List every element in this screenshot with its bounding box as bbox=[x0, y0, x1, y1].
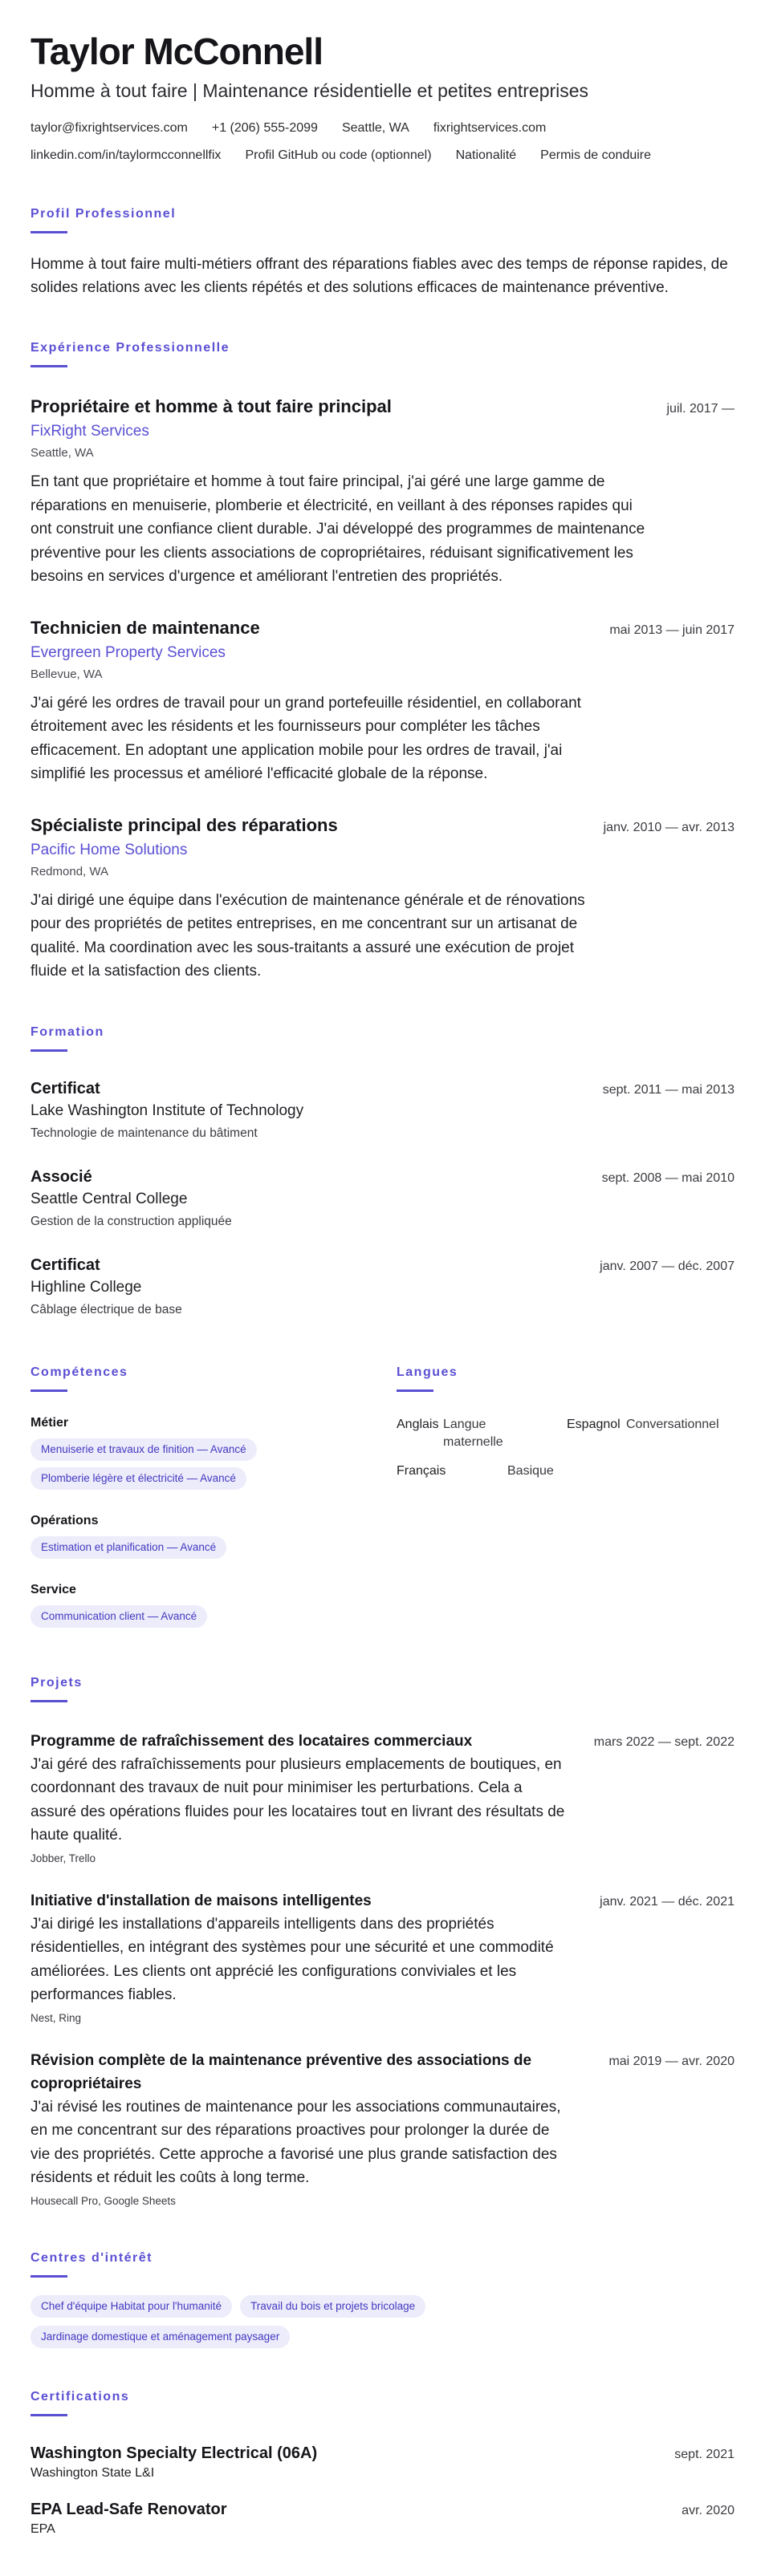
job-entry bbox=[31, 813, 734, 984]
languages-list bbox=[397, 1416, 734, 1480]
section-title-skills: Compétences bbox=[31, 1365, 128, 1379]
contact-phone[interactable]: +1 (206) 555-2099 bbox=[211, 121, 318, 135]
certifications-section bbox=[31, 2388, 734, 2538]
certification-issuer: Washington State L&I bbox=[31, 2465, 155, 2480]
interests-section bbox=[31, 2249, 734, 2348]
job-company: Evergreen Property Services bbox=[31, 643, 226, 661]
contact-website[interactable]: fixrightservices.com bbox=[433, 121, 547, 135]
certification-name: EPA Lead-Safe Renovator bbox=[31, 2500, 227, 2518]
project-entry bbox=[31, 1730, 734, 1867]
project-dates: mai 2019 — avr. 2020 bbox=[608, 2054, 734, 2068]
education-degree: Associé bbox=[31, 1167, 92, 1186]
skill-tag: Plomberie légère et électricité — Avancé bbox=[31, 1467, 246, 1490]
section-divider bbox=[397, 1389, 433, 1392]
skill-tag: Communication client — Avancé bbox=[31, 1605, 207, 1628]
section-divider bbox=[31, 365, 67, 367]
education-degree: Certificat bbox=[31, 1256, 100, 1274]
interest-tags bbox=[31, 2295, 544, 2348]
project-tools: Housecall Pro, Google Sheets bbox=[31, 2194, 176, 2207]
skill-group-name: Opérations bbox=[31, 1513, 99, 1527]
resume-header bbox=[31, 30, 734, 165]
certification-entry bbox=[31, 2498, 734, 2538]
job-description: J'ai géré les ordres de travail pour un grand portefeuille résidentiel, en collaborant étroitement avec les résidents et les fournisseurs pour compléter les tâches efficacement. En adoptant une application mobile pour les ordres de travail, j'ai simplifié les processus et amélioré l'efficacité globale de la réponse. bbox=[31, 694, 581, 782]
education-dates: janv. 2007 — déc. 2007 bbox=[600, 1259, 734, 1273]
job-company: Pacific Home Solutions bbox=[31, 841, 188, 858]
contact-nationality: Nationalité bbox=[455, 148, 517, 162]
certification-issuer: EPA bbox=[31, 2521, 55, 2536]
education-entry bbox=[31, 1254, 734, 1320]
job-company: FixRight Services bbox=[31, 423, 149, 440]
section-title-experience: Expérience Professionnelle bbox=[31, 341, 230, 355]
languages-section bbox=[397, 1364, 734, 1628]
skill-tag: Estimation et planification — Avancé bbox=[31, 1536, 226, 1559]
section-title-summary: Profil Professionnel bbox=[31, 207, 177, 221]
contact-info bbox=[31, 119, 665, 165]
education-school: Highline College bbox=[31, 1278, 142, 1296]
project-tools: Nest, Ring bbox=[31, 2011, 82, 2024]
certification-date: sept. 2021 bbox=[674, 2447, 734, 2461]
interest-tag: Chef d'équipe Habitat pour l'humanité bbox=[31, 2295, 232, 2318]
education-dates: sept. 2011 — mai 2013 bbox=[602, 1082, 734, 1097]
skill-group bbox=[31, 1414, 397, 1490]
education-field: Câblage électrique de base bbox=[31, 1302, 182, 1316]
project-entry bbox=[31, 2049, 734, 2209]
section-title-education: Formation bbox=[31, 1024, 104, 1039]
section-divider bbox=[31, 1049, 67, 1052]
job-title: Technicien de maintenance bbox=[31, 617, 260, 638]
section-divider bbox=[31, 1389, 67, 1392]
job-dates: mai 2013 — juin 2017 bbox=[609, 623, 734, 637]
contact-linkedin[interactable]: linkedin.com/in/taylormcconnellfix bbox=[31, 148, 222, 162]
job-description: En tant que propriétaire et homme à tout faire principal, j'ai géré une large gamme de réparations en menuiserie, plomberie et électricité, en veillant à des réponses rapides qui ont construit une confiance client durable. J'ai développé des programmes de maintenance préventive pour les clients associations de copropriétaires, réduisant significativement les besoins en services d'urgence et améliorant l'entretien des propriétés. bbox=[31, 473, 645, 585]
section-divider bbox=[31, 2275, 67, 2278]
language-level: Basique bbox=[507, 1463, 554, 1478]
skill-tag: Menuiserie et travaux de finition — Avancé bbox=[31, 1438, 257, 1461]
summary-section bbox=[31, 205, 734, 299]
certification-date: avr. 2020 bbox=[682, 2503, 734, 2517]
project-description: J'ai géré des rafraîchissements pour plusieurs emplacements de boutiques, en coordonnant des travaux de nuit pour minimiser les perturbations. Cela a assuré des opérations fluides pour les locataires tout en livrant des résultats de haute qualité. bbox=[31, 1755, 565, 1844]
language-level: Conversationnel bbox=[626, 1417, 719, 1431]
job-dates: juil. 2017 — bbox=[666, 402, 734, 416]
experience-section bbox=[31, 339, 734, 984]
contact-location: Seattle, WA bbox=[341, 121, 409, 135]
certification-name: Washington Specialty Electrical (06A) bbox=[31, 2444, 318, 2462]
projects-section bbox=[31, 1674, 734, 2209]
skill-group-name: Métier bbox=[31, 1415, 69, 1430]
skills-section bbox=[31, 1364, 397, 1628]
interest-tag: Travail du bois et projets bricolage bbox=[240, 2295, 425, 2318]
skill-group-name: Service bbox=[31, 1582, 76, 1596]
project-dates: mars 2022 — sept. 2022 bbox=[593, 1734, 734, 1749]
language-name: Espagnol bbox=[567, 1417, 621, 1431]
section-divider bbox=[31, 1700, 67, 1702]
language-name: Anglais bbox=[397, 1417, 439, 1431]
job-entry bbox=[31, 616, 734, 786]
job-entry bbox=[31, 395, 734, 589]
language-name: Français bbox=[397, 1463, 446, 1478]
project-entry bbox=[31, 1889, 734, 2026]
candidate-name: Taylor McConnell bbox=[31, 30, 323, 72]
job-title: Propriétaire et homme à tout faire principal bbox=[31, 396, 392, 416]
section-title-languages: Langues bbox=[397, 1365, 458, 1379]
education-degree: Certificat bbox=[31, 1079, 100, 1097]
project-name: Initiative d'installation de maisons intelligentes bbox=[31, 1892, 372, 1909]
project-tools: Jobber, Trello bbox=[31, 1852, 96, 1864]
education-field: Technologie de maintenance du bâtiment bbox=[31, 1126, 258, 1140]
skill-group bbox=[31, 1581, 397, 1628]
certification-entry bbox=[31, 2442, 734, 2482]
summary-text: Homme à tout faire multi-métiers offrant des réparations fiables avec des temps de réponse rapides, de solides relations avec les clients répétés et des solutions efficaces de maintenance préventive. bbox=[31, 256, 728, 296]
skills-languages-row bbox=[31, 1364, 734, 1628]
job-location: Redmond, WA bbox=[31, 864, 108, 878]
project-description: J'ai dirigé les installations d'appareils intelligents dans des propriétés résidentielles, en intégrant des systèmes pour une sécurité et une commodité améliorées. Les clients ont apprécié les configurations conviviales et les performances fiables. bbox=[31, 1915, 554, 2003]
section-divider bbox=[31, 231, 67, 233]
interest-tag: Jardinage domestique et aménagement paysager bbox=[31, 2326, 290, 2348]
contact-license: Permis de conduire bbox=[540, 148, 652, 162]
education-section bbox=[31, 1024, 734, 1320]
contact-github[interactable]: Profil GitHub ou code (optionnel) bbox=[245, 148, 432, 162]
project-name: Programme de rafraîchissement des locataires commerciaux bbox=[31, 1732, 473, 1750]
section-divider bbox=[31, 2414, 67, 2416]
candidate-headline: Homme à tout faire | Maintenance résidentielle et petites entreprises bbox=[31, 80, 589, 101]
education-entry bbox=[31, 1077, 734, 1143]
education-entry bbox=[31, 1166, 734, 1231]
education-school: Lake Washington Institute of Technology bbox=[31, 1101, 304, 1119]
education-dates: sept. 2008 — mai 2010 bbox=[601, 1170, 734, 1185]
section-title-projects: Projets bbox=[31, 1675, 83, 1690]
contact-email[interactable]: taylor@fixrightservices.com bbox=[31, 121, 188, 135]
job-location: Seattle, WA bbox=[31, 446, 94, 460]
section-title-certifications: Certifications bbox=[31, 2389, 130, 2404]
project-description: J'ai révisé les routines de maintenance pour les associations communautaires, en me concentrant sur des réparations proactives pour prolonger la durée de vie des propriétés. Cette approche a favorisé une plus grande satisfaction des résidents et réduit les coûts à long terme. bbox=[31, 2098, 561, 2186]
job-location: Bellevue, WA bbox=[31, 667, 103, 681]
section-title-interests: Centres d'intérêt bbox=[31, 2250, 153, 2265]
project-dates: janv. 2021 — déc. 2021 bbox=[600, 1894, 734, 1909]
skill-group bbox=[31, 1512, 397, 1559]
job-dates: janv. 2010 — avr. 2013 bbox=[603, 820, 734, 834]
job-description: J'ai dirigé une équipe dans l'exécution de maintenance générale et de rénovations pour des propriétés de petites entreprises, en me concentrant sur un artisanat de qualité. Ma coordination avec les sous-traitants a assuré une exécution de projet fluide et la satisfaction des clients. bbox=[31, 891, 585, 980]
project-name: Révision complète de la maintenance préventive des associations de copropriétaires bbox=[31, 2051, 532, 2092]
language-level: Langue maternelle bbox=[443, 1417, 503, 1449]
education-school: Seattle Central College bbox=[31, 1190, 188, 1207]
job-title: Spécialiste principal des réparations bbox=[31, 814, 338, 835]
education-field: Gestion de la construction appliquée bbox=[31, 1214, 232, 1228]
